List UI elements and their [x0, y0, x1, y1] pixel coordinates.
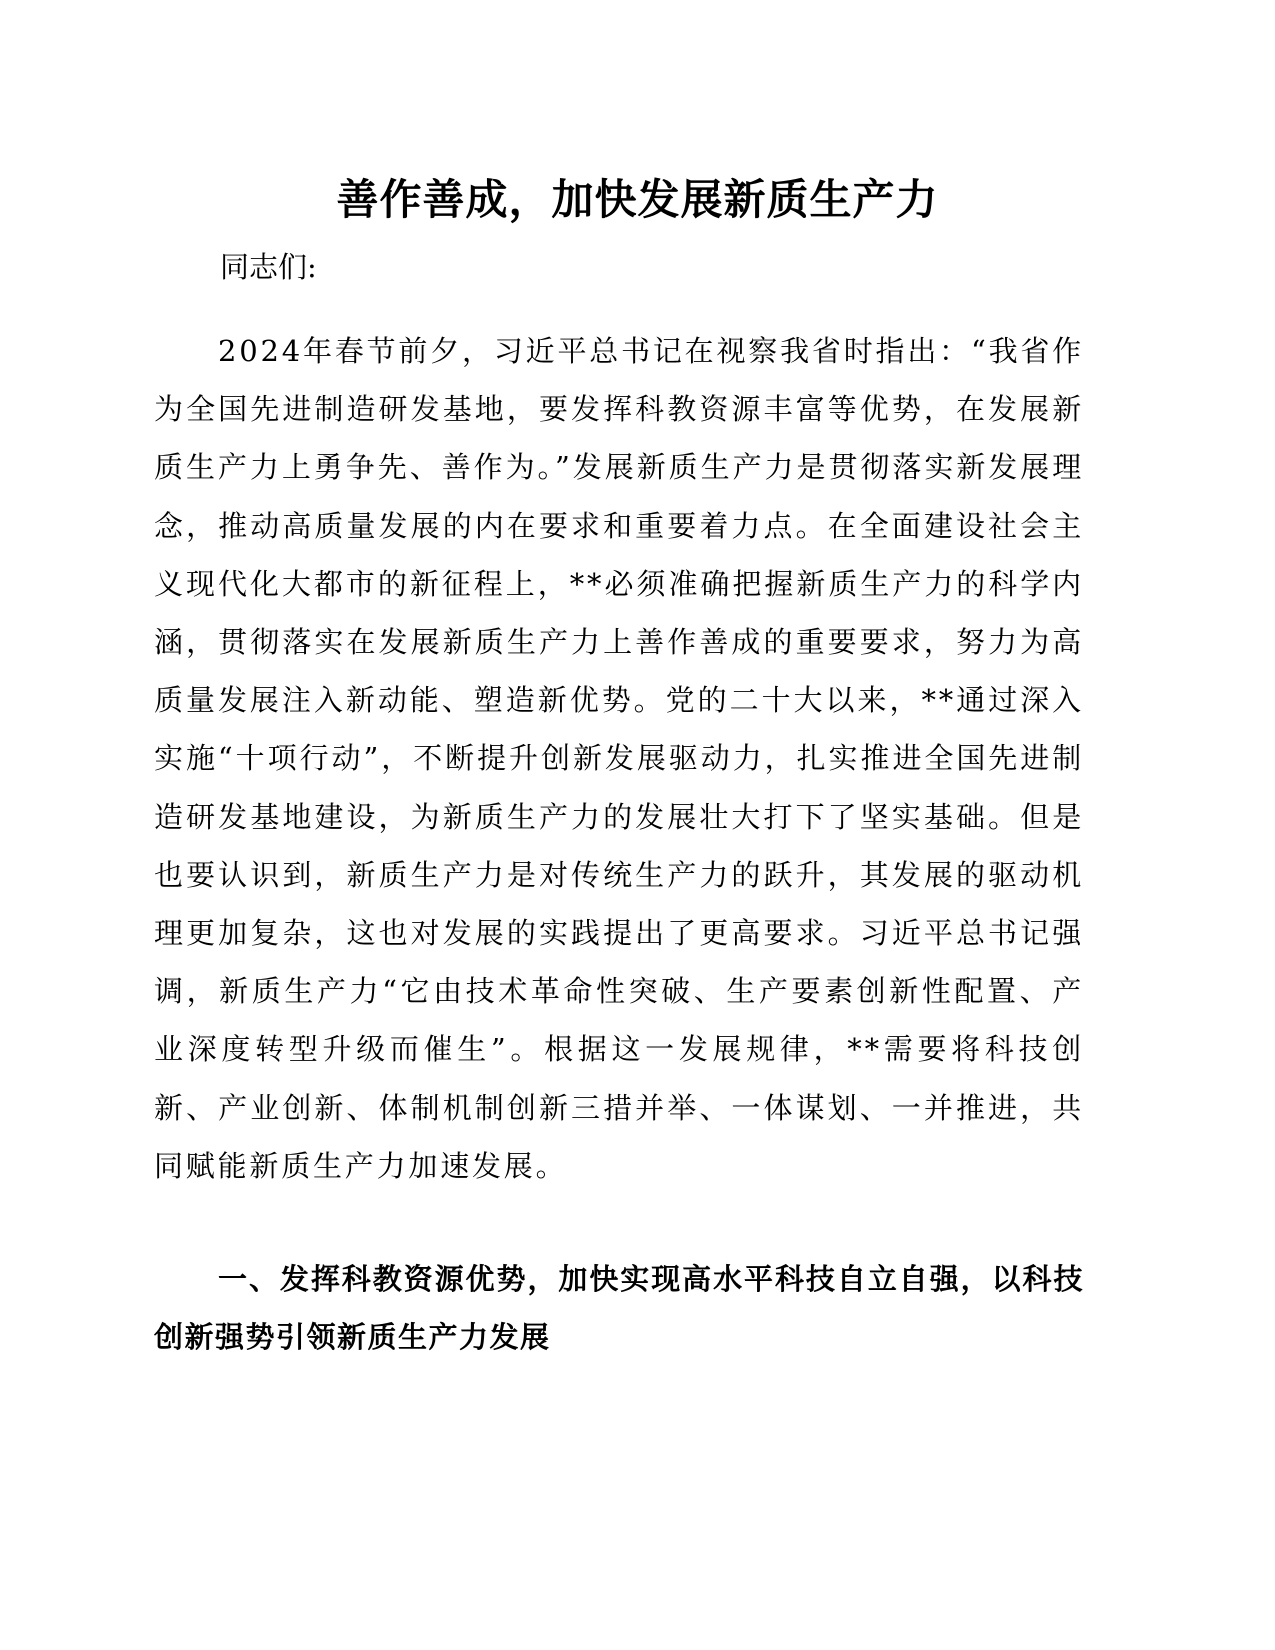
section-heading: 一、发挥科教资源优势，加快实现高水平科技自立自强，以科技创新强势引领新质生产力发展 [154, 1262, 1084, 1354]
document-title: 善作善成，加快发展新质生产力 [336, 175, 939, 224]
greeting: 同志们: [220, 250, 317, 284]
body-paragraph: 2024年春节前夕，习近平总书记在视察我省时指出：“我省作为全国先进制造研发基地，要发挥科教资源丰富等优势，在发展新质生产力上勇争先、善作为。”发展新质生产力是贯彻落实新发展理念，推动高质量发展的内在要求和重要着力点。在全面建设社会主义现代化大都市的新征程上，**必须准确把握新质生产力的科学内涵，贯彻落实在发展新质生产力上善作善成的重要要求，努力为高质量发展注入新动能、塑造新优势。党的二十大以来，**通过深入实施“十项行动”，不断提升创新发展驱动力，扎实推进全国先进制造研发基地建设，为新质生产力的发展壮大打下了坚实基础。但是也要认识到，新质生产力是对传统生产力的跃升，其发展的驱动机理更加复杂，这也对发展的实践提出了更高要求。习近平总书记强调，新质生产力“它由技术革命性突破、生产要素创新性配置、产业深度转型升级而催生”。根据这一发展规律，**需要将科技创新、产业创新、体制机制创新三措并举、一体谋划、一并推进，共同赋能新质生产力加速发展。 [154, 334, 1084, 1183]
